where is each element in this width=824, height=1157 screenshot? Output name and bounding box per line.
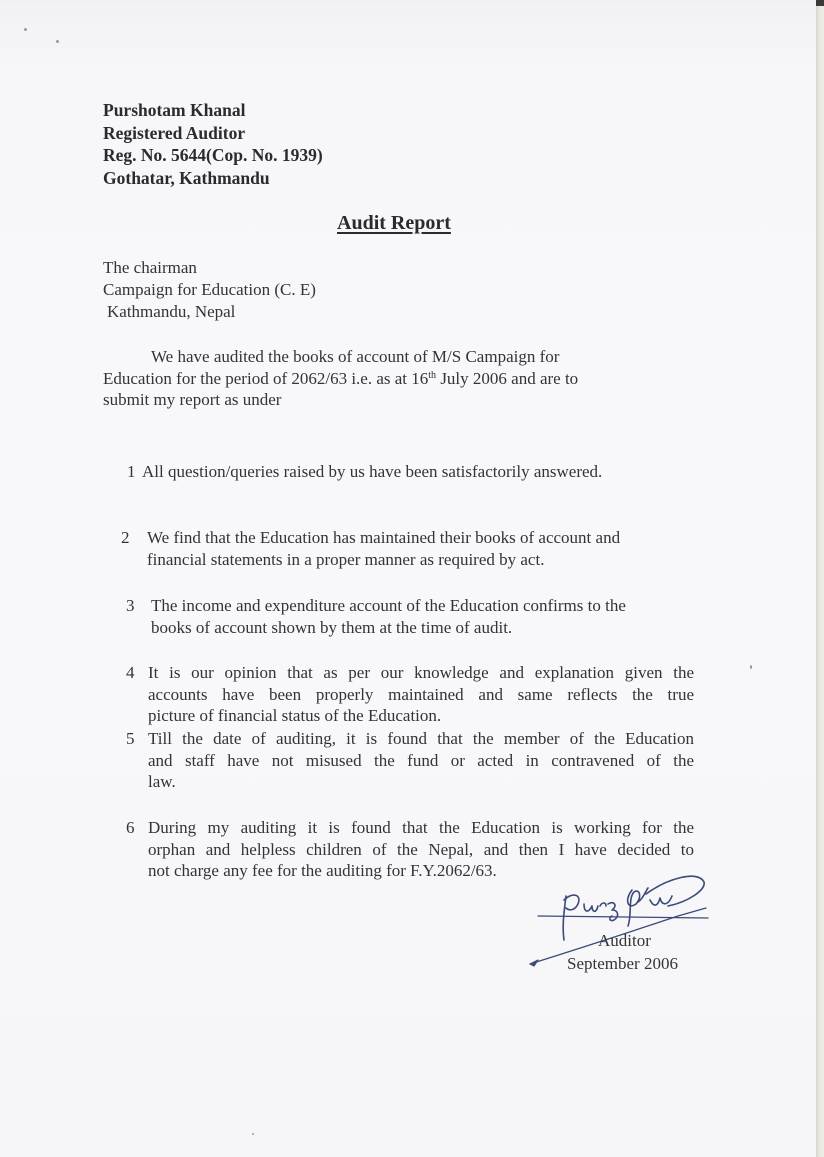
registration-number: Reg. No. 5644(Cop. No. 1939) [103, 145, 323, 165]
item-line: picture of financial status of the Education. [148, 706, 442, 725]
item-line: not charge any fee for the auditing for F.Y.2062/63. [148, 861, 497, 880]
dust-speck [56, 40, 59, 43]
page-edge-shadow [816, 0, 824, 1157]
recipient-line-2: Campaign for Education (C. E) [103, 280, 316, 299]
dust-speck [252, 1133, 254, 1135]
dust-speck [750, 665, 752, 669]
intro-line-3: submit my report as under [103, 390, 282, 409]
signature-stroke [628, 890, 640, 926]
signature-flourish-tip [530, 960, 538, 966]
item-text [148, 662, 694, 727]
auditor-designation: Registered Auditor [103, 122, 246, 143]
item-text [148, 728, 694, 793]
item-line: law. [148, 772, 176, 791]
recipient-line-3: Kathmandu, Nepal [107, 302, 236, 321]
intro-paragraph [103, 346, 663, 411]
item-line: books of account shown by them at the time of audit. [151, 617, 513, 637]
item-line: orphan and helpless children of the Nepal, and then I have decided to [148, 839, 694, 859]
item-text [147, 527, 687, 570]
intro-line-2-rest: July 2006 and are to [436, 368, 579, 388]
document-title: Audit Report [337, 212, 451, 234]
scanner-edge-mark [816, 0, 824, 6]
item-number: 5 [126, 729, 135, 748]
item-line: financial statements in a proper manner as required by act. [147, 549, 545, 569]
intro-line-2 [103, 368, 663, 390]
item-text [142, 461, 682, 483]
signature-stroke [608, 903, 618, 921]
item-number: 2 [121, 528, 130, 547]
letterhead [103, 99, 323, 189]
signature-stroke [650, 896, 672, 905]
recipient-address [103, 257, 316, 323]
item-line: and staff have not misused the fund or acted in contravened of the [148, 750, 694, 770]
signature-stroke [564, 895, 579, 910]
item-line: It is our opinion that as per our knowledge and explanation given the [148, 663, 694, 682]
item-line: During my auditing it is found that the Education is working for the [148, 818, 694, 837]
auditor-name: Purshotam Khanal [103, 100, 246, 120]
signature-stroke [563, 896, 566, 940]
item-line: Till the date of auditing, it is found that the member of the Education [148, 729, 694, 748]
item-line: All question/queries raised by us have been satisfactorily answered. [142, 462, 603, 481]
item-line: We find that the Education has maintained their books of account and [147, 528, 621, 547]
dust-speck [24, 28, 27, 31]
item-number: 3 [126, 596, 135, 615]
signature-stroke [600, 903, 606, 906]
signature-stroke [646, 876, 704, 906]
item-line: The income and expenditure account of the Education confirms to the [151, 596, 626, 615]
item-number: 1 [127, 462, 136, 481]
item-text [151, 595, 696, 638]
intro-line-1: We have audited the books of account of M/S Campaign for [151, 347, 560, 366]
intro-line-2-text: Education for the period of 2062/63 i.e. as at 16 [103, 368, 429, 388]
item-line: accounts have been properly maintained and same reflects the true [148, 684, 694, 704]
auditor-location: Gothatar, Kathmandu [103, 167, 270, 188]
signature-stroke [584, 904, 598, 911]
ordinal-suffix: th [428, 369, 437, 381]
signatory-role: Auditor [598, 931, 651, 950]
recipient-line-1: The chairman [103, 258, 197, 277]
item-number: 4 [126, 663, 135, 682]
signature-date: September 2006 [567, 954, 678, 973]
item-number: 6 [126, 818, 135, 837]
